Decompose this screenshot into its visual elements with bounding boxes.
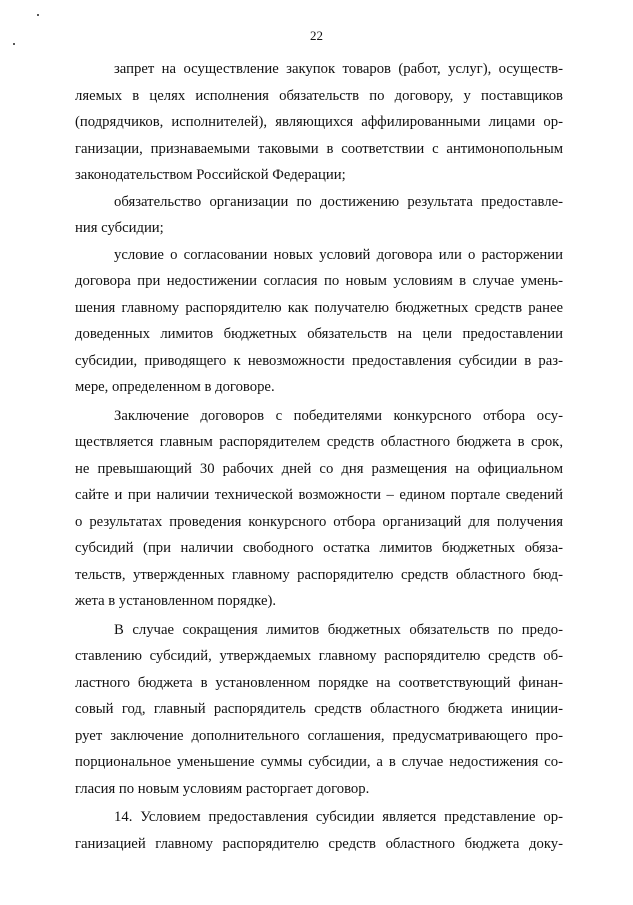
scan-speck [37, 14, 39, 16]
paragraph-result-obligation [75, 189, 563, 242]
text-line: тельств, утвержденных главному распорядителю средств областного бюд- [75, 566, 563, 583]
text-line: ния субсидии; [75, 220, 164, 236]
paragraph-purchase-ban [75, 56, 563, 189]
text-line: совый год, главный распорядитель средств областного бюджета иниции- [75, 701, 563, 717]
text-line: шения главному распорядителю как получателю бюджетных средств ранее [75, 299, 563, 316]
text-line: гласия по новым условиям расторгает договор. [75, 780, 370, 797]
text-line: ганизации, признаваемыми таковыми в соответствии с антимонопольным [75, 140, 563, 157]
text-line: ставлению субсидий, утверждаемых главному распорядителю средств об- [75, 648, 563, 664]
text-line: порциональное уменьшение суммы субсидии, а в случае недостижения со- [75, 754, 563, 770]
text-line: запрет на осуществление закупок товаров (работ, услуг), осуществ- [114, 61, 563, 77]
text-line: субсидии, приводящего к невозможности предоставления субсидии в раз- [75, 352, 563, 369]
page-number: 22 [310, 28, 323, 43]
text-line: ляемых в целях исполнения обязательств по договору, у поставщиков [75, 87, 563, 104]
document-body [75, 56, 563, 857]
text-line: ществляется главным распорядителем средств областного бюджета в срок, [75, 434, 563, 450]
text-line: В случае сокращения лимитов бюджетных обязательств по предо- [114, 621, 563, 638]
text-line: законодательством Российской Федерации; [75, 167, 346, 183]
text-line: Заключение договоров с победителями конкурсного отбора осу- [114, 407, 563, 424]
text-line: обязательство организации по достижению результата предоставле- [114, 193, 563, 210]
text-line: мере, определенном в договоре. [75, 379, 275, 395]
paragraph-contract-terms [75, 242, 563, 401]
text-line: условие о согласовании новых условий договора или о расторжении [114, 246, 563, 263]
paragraph-limits-reduction [75, 617, 563, 803]
text-line: доведенных лимитов бюджетных обязательств на цели предоставлении [75, 326, 563, 342]
text-line: сайте и при наличии технической возможности – едином портале сведений [75, 487, 563, 503]
text-line: ластного бюджета в установленном порядке на соответствующий финан- [75, 674, 563, 691]
text-line: не превышающий 30 рабочих дней со дня размещения на официальном [75, 460, 563, 477]
text-line: жета в установленном порядке). [75, 593, 277, 609]
text-line: рует заключение дополнительного соглашения, предусматривающего про- [75, 727, 563, 744]
paragraph-item-14 [75, 804, 563, 857]
text-line: 14. Условием предоставления субсидии является представление ор- [114, 809, 563, 825]
text-line: субсидий (при наличии свободного остатка лимитов бюджетных обяза- [75, 540, 563, 556]
text-line: ганизацией главному распорядителю средств областного бюджета доку- [75, 835, 563, 852]
text-line: договора при недостижении согласия по новым условиям в случае умень- [75, 273, 563, 289]
paragraph-contract-conclusion [75, 403, 563, 615]
text-line: о результатах проведения конкурсного отбора организаций для получения [75, 513, 563, 530]
text-line: (подрядчиков, исполнителей), являющихся аффилированными лицами ор- [75, 114, 563, 130]
